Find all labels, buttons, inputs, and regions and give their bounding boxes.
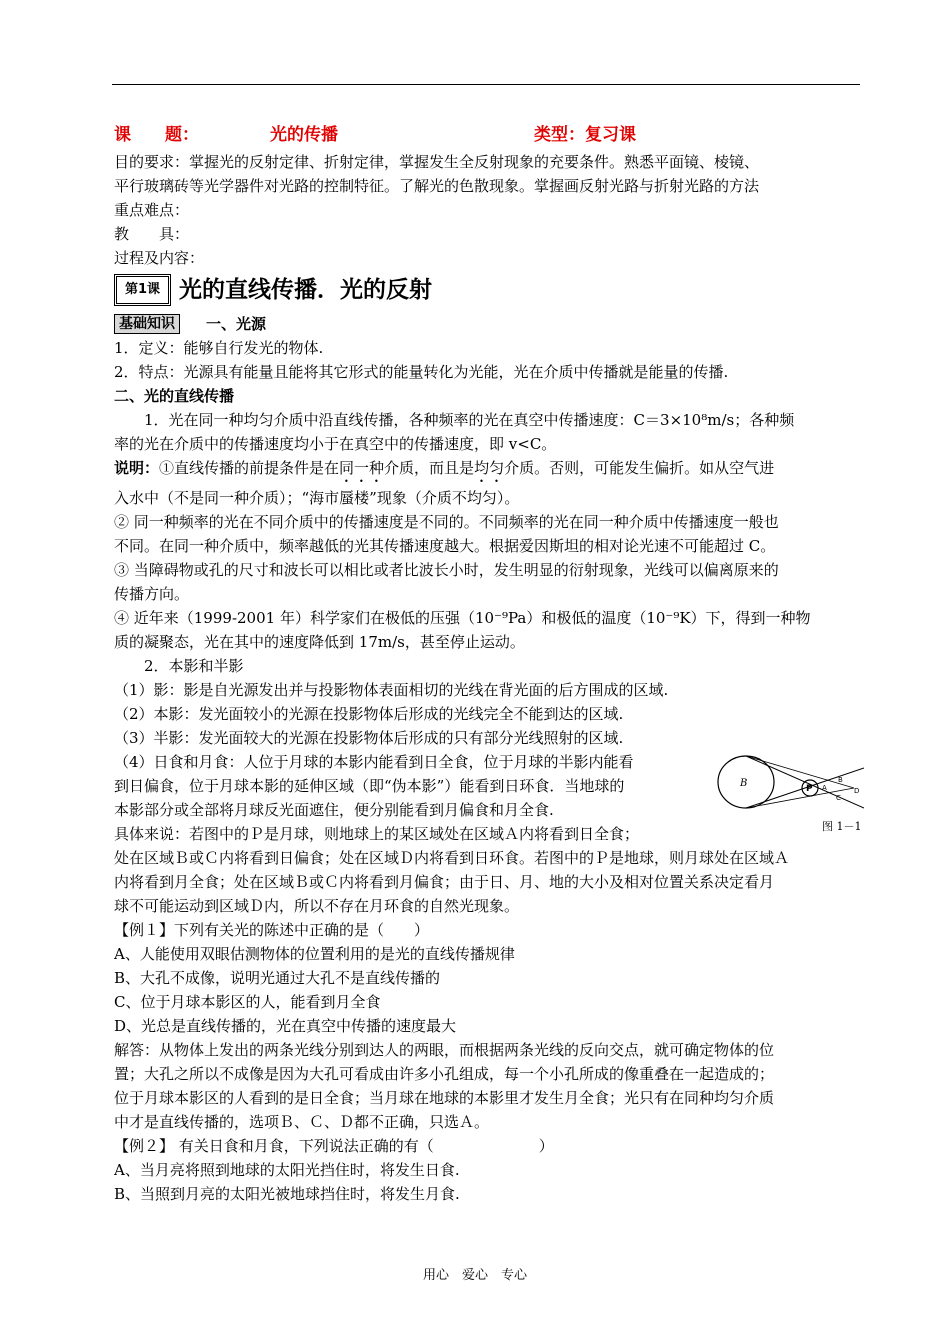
note-4-line-2: 质的凝聚态，光在其中的速度降低到 17m/s，甚至停止运动。: [114, 633, 525, 651]
note-2-line-1: ② 同一种频率的光在不同介质中的传播速度是不同的。不同频率的光在同一种介质中传播速度一般也: [114, 513, 779, 531]
fig-label-d: D: [854, 787, 860, 795]
ray-line-1: [746, 756, 864, 808]
example-1-option-b: B、大孔不成像，说明光通过大孔不是直线传播的: [114, 969, 441, 987]
title-label: 课 题：: [114, 125, 199, 145]
example-1-answer-line-3: 位于月球本影区的人看到的是日全食；当月球在地球的本影里才发生月全食；光只有在同种均匀介质: [114, 1089, 775, 1107]
note-3-line-2: 传播方向。: [114, 585, 190, 603]
page-footer: 用心 爱心 专心: [422, 1268, 527, 1283]
fig-label-a: A: [822, 784, 827, 792]
shadow-item-2: （2）本影：发光面较小的光源在投影物体后形成的光线完全不能到达的区域.: [114, 705, 624, 723]
lesson-title: 光的直线传播．光的反射: [179, 277, 433, 303]
fig-label-b: B: [838, 776, 843, 784]
note-1-text-c: 介质。否则，可能发生偏折。如从空气进: [504, 459, 775, 477]
note-1-text-b: 介质，而且是: [384, 459, 475, 477]
example-1-question: 【例１】下列有关光的陈述中正确的是（ ）: [114, 921, 430, 939]
note-2-line-2: 不同。在同一种介质中，频率越低的光其传播速度越大。根据爱因斯坦的相对论光速不可能超过 C。: [114, 537, 776, 555]
detail-line-3: 内将看到月全食；处在区域Ｂ或Ｃ内将看到月偏食；由于日、月、地的大小及相对位置关系决定看月: [114, 873, 775, 891]
note-1-line-2: 入水中（不是同一种介质）；“海市蜃楼”现象（介质不均匀）。: [114, 489, 520, 507]
detail-line-4: 球不可能运动到区域Ｄ内，所以不存在月环食的自然光现象。: [114, 897, 520, 915]
section2-title: 二、光的直线传播: [114, 387, 235, 405]
ray-line-2: [746, 768, 864, 808]
header-rule: [112, 84, 860, 85]
fig-label-sun: B: [740, 778, 748, 789]
example-1-option-d: D、光总是直线传播的，光在真空中传播的速度最大: [114, 1017, 457, 1035]
goal-line-1: 目的要求：掌握光的反射定律、折射定律，掌握发生全反射现象的充要条件。熟悉平面镜、棱镜、: [114, 153, 760, 171]
note-3-line-1: ③ 当障碍物或孔的尺寸和波长可以相比或者比波长小时，发生明显的衍射现象，光线可以偏离原来的: [114, 561, 779, 579]
title-row: [114, 120, 860, 150]
example-2-option-b: B、当照到月亮的太阳光被地球挡住时，将发生月食.: [114, 1185, 460, 1203]
note-1-emphasis-2: 均匀: [474, 459, 505, 477]
section1-item-2: 2．特点：光源具有能量且能将其它形式的能量转化为光能，光在介质中传播就是能量的传播.: [114, 363, 729, 381]
lesson-badge: 第1课: [114, 274, 171, 306]
section2-p1-line1: 1．光在同一种均匀介质中沿直线传播，各种频率的光在真空中传播速度：C＝3×10⁸m/s；各种频: [144, 411, 795, 429]
detail-line-1: 具体来说：若图中的Ｐ是月球，则地球上的某区域处在区域Ａ内将看到日全食；: [114, 825, 640, 843]
shadow-item-4-line-3: 本影部分或全部将月球反光面遮住，便分别能看到月偏食和月全食.: [114, 801, 554, 819]
eclipse-block: [114, 750, 860, 846]
fig-label-p: P: [806, 784, 813, 794]
goal-line-2: 平行玻璃砖等光学器件对光路的控制特征。了解光的色散现象。掌握画反射光路与折射光路的方法: [114, 177, 760, 195]
title-value: 光的传播: [270, 125, 338, 145]
shadow-item-3: （3）半影：发光面较大的光源在投影物体后形成的只有部分光线照射的区域.: [114, 729, 624, 747]
type-label: 类型：复习课: [534, 125, 636, 145]
fig-label-c: C: [836, 794, 841, 802]
example-2-option-a: A、当月亮将照到地球的太阳光挡住时，将发生日食.: [114, 1161, 460, 1179]
example-1-option-c: C、位于月球本影区的人，能看到月全食: [114, 993, 381, 1011]
section1-item-1: 1．定义：能够自行发光的物体.: [114, 339, 324, 357]
note-4-line-1: ④ 近年来（1999-2001 年）科学家们在极低的压强（10⁻⁹Pa）和极低的温度（10⁻⁹K）下，得到一种物: [114, 609, 811, 627]
section1-title: 一、光源: [206, 315, 267, 333]
example-1-answer-line-4: 中才是直线传播的，选项Ｂ、Ｃ、Ｄ都不正确，只选Ａ。: [114, 1113, 490, 1131]
shadow-item-1: （1）影：影是自光源发出并与投影物体表面相切的光线在背光面的后方围成的区域.: [114, 681, 669, 699]
key-points: 重点难点：: [114, 201, 190, 219]
note-label: 说明：: [114, 459, 160, 477]
example-2-question: 【例２】 有关日食和月食，下列说法正确的有（ ）: [114, 1137, 554, 1155]
section2-p1-line2: 率的光在介质中的传播速度均小于在真空中的传播速度，即 v<C。: [114, 435, 557, 453]
eclipse-figure: [714, 750, 864, 840]
fig-caption: 图 1－1: [822, 820, 862, 833]
lesson-heading: [114, 274, 860, 306]
note-1-emphasis-1: 同一种: [339, 459, 385, 477]
example-1-answer-line-1: 解答：从物体上发出的两条光线分别到达人的两眼，而根据两条光线的反向交点，就可确定物体的位: [114, 1041, 775, 1059]
example-1-answer-line-2: 置；大孔之所以不成像是因为大孔可看成由许多小孔组成，每一个小孔所成的像重叠在一起造成的；: [114, 1065, 775, 1083]
shadow-heading: 2．本影和半影: [144, 657, 244, 675]
basic-knowledge-tag: 基础知识: [114, 314, 180, 334]
process: 过程及内容：: [114, 249, 205, 267]
shadow-item-4-line-1: （4）日食和月食：人位于月球的本影内能看到日全食，位于月球的半影内能看: [114, 753, 634, 771]
tools: 教 具：: [114, 225, 190, 243]
section1-heading: [114, 312, 860, 336]
example-1-option-a: A、人能使用双眼估测物体的位置利用的是光的直线传播规律: [114, 945, 515, 963]
document-body: [114, 120, 860, 1206]
note-1-line-1: [114, 456, 860, 486]
shadow-item-4-line-2: 到日偏食，位于月球本影的延伸区域（即“伪本影”）能看到日环食．当地球的: [114, 777, 625, 795]
detail-line-2: 处在区域Ｂ或Ｃ内将看到日偏食；处在区域Ｄ内将看到日环食。若图中的Ｐ是地球，则月球处在区域Ａ: [114, 849, 790, 867]
note-1-text-a: ①直线传播的前提条件是在: [159, 459, 340, 477]
